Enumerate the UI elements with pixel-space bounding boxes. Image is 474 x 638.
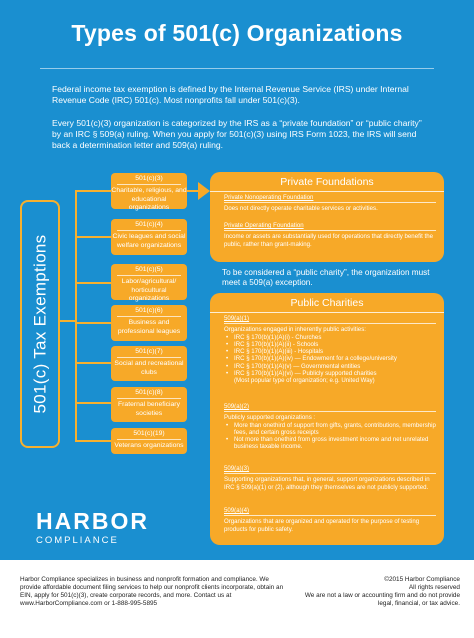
nonoperating-section	[224, 194, 436, 213]
public-charities-title: Public Charities	[290, 297, 364, 309]
section-divider	[224, 202, 436, 203]
nonoperating-text: Does not directly operate charitable services or activities.	[224, 205, 378, 213]
509a1-text: Organizations engaged in inherently public activities:	[224, 326, 366, 334]
section-509a2	[224, 403, 436, 451]
org-label: Social and recreational clubs	[114, 360, 184, 376]
org-box-501c6	[111, 305, 187, 341]
509a2-text: Publicly supported organizations :	[224, 414, 316, 422]
org-code: 501(c)(6)	[117, 307, 181, 317]
509a2-heading: 509(a)(2)	[224, 403, 250, 410]
org-box-501c7	[111, 346, 187, 381]
list-item: • More than onethird of support from gifts, grants, contributions, membership fees, and certain gross receipts	[224, 422, 436, 437]
org-code: 501(c)(4)	[117, 221, 181, 231]
nonoperating-heading: Private Nonoperating Foundation	[224, 194, 314, 201]
operating-heading: Private Operating Foundation	[224, 222, 304, 229]
connector-branch	[75, 402, 111, 404]
org-code: 501(c)(5)	[117, 266, 181, 276]
section-509a4	[224, 507, 436, 533]
connector-branch	[75, 322, 111, 324]
connector-main	[60, 320, 76, 322]
org-box-501c19	[111, 428, 187, 454]
list-item: • IRC § 170(b)(1)(A)(iii) - Hospitals	[224, 348, 436, 355]
operating-section	[224, 222, 436, 248]
logo-subtitle: COMPLIANCE	[36, 535, 119, 546]
org-label: Labor/agricultural/ horticultural organizations	[121, 278, 177, 303]
connector-branch	[75, 190, 111, 192]
org-code: 501(c)(3)	[117, 175, 181, 185]
connector-branch	[75, 282, 111, 284]
panel-divider	[210, 312, 444, 313]
tax-exemptions-label-text: 501(c) Tax Exemptions	[30, 234, 49, 414]
list-item: • IRC § 170(b)(1)(A)(iv) — Endowment for a college/university	[224, 355, 436, 362]
list-item: • IRC § 170(b)(1)(A)(i) - Churches	[224, 334, 436, 341]
intro-paragraph-1: Federal income tax exemption is defined by the Internal Revenue Service (IRS) under Internal Revenue Code (IRC) 501(c). Most nonprofits fall under 501(c)(3).	[52, 84, 409, 106]
509a3-text: Supporting organizations that, in general, support organizations described in IRC § 509(a)(1) or (2), although they themselves are not publicly supported.	[224, 476, 430, 491]
list-item: • IRC § 170(b)(1)(A)(v) — Governmental entities	[224, 363, 436, 370]
list-item: • IRC § 170(b)(1)(A)(ii) - Schools	[224, 341, 436, 348]
footer-legal	[290, 576, 460, 608]
org-code: 501(c)(19)	[117, 430, 181, 440]
copyright-text: ©2015 Harbor Compliance	[384, 576, 460, 583]
org-label: Civic leagues and social welfare organizations	[112, 233, 186, 249]
section-divider	[224, 515, 436, 516]
org-box-501c3	[111, 173, 187, 212]
harbor-compliance-logo	[36, 508, 186, 546]
org-code: 501(c)(7)	[117, 348, 181, 358]
connector-branch	[75, 236, 111, 238]
footer-description: Harbor Compliance specializes in business and nonprofit formation and compliance. We provide affordable document filing services to help our nonprofit clients incorporate, obtain an EIN, apply for 501(c)(3), create corporate records, and more. Contact us at www.HarborCompliance.com or 1-888-995-5895	[20, 576, 284, 607]
section-divider	[224, 473, 436, 474]
private-foundations-title: Private Foundations	[280, 176, 374, 188]
509a4-heading: 509(a)(4)	[224, 507, 250, 514]
arrow-right-icon	[198, 182, 210, 200]
section-divider	[224, 411, 436, 412]
509a3-heading: 509(a)(3)	[224, 465, 250, 472]
private-foundations-panel	[210, 172, 444, 262]
list-item: • Not more than onethird from gross investment income and net unrelated business taxable income.	[224, 436, 436, 451]
public-charities-panel	[210, 293, 444, 545]
connector-branch	[75, 362, 111, 364]
org-code: 501(c)(8)	[117, 389, 181, 399]
org-label: Fraternal beneficiary societies	[118, 401, 180, 417]
logo-wordmark: HARBOR	[36, 508, 149, 534]
section-divider	[224, 323, 436, 324]
org-label: Business and professional leagues	[117, 319, 181, 335]
509a1-note: (Most popular type of organization; e.g. United Way)	[234, 377, 375, 385]
509a1-list	[224, 334, 436, 378]
509a2-list	[224, 422, 436, 451]
org-box-501c8	[111, 387, 187, 422]
panel-divider	[210, 191, 444, 192]
509a4-text: Organizations that are organized and operated for the purpose of testing products for public safety.	[224, 518, 420, 533]
connector-branch	[75, 440, 111, 442]
509a1-heading: 509(a)(1)	[224, 315, 250, 322]
section-509a1	[224, 315, 436, 385]
section-divider	[224, 230, 436, 231]
page-title: Types of 501(c) Organizations	[71, 20, 403, 46]
rights-text: All rights reserved	[408, 584, 460, 591]
org-box-501c4	[111, 219, 187, 255]
disclaimer-text: We are not a law or accounting firm and do not provide legal, financial, or tax advice.	[304, 592, 460, 607]
section-509a3	[224, 465, 436, 491]
org-label: Veterans organizations	[114, 442, 184, 450]
org-label: Charitable, religious, and educational organizations	[111, 187, 187, 212]
list-item: • IRC § 170(b)(1)(A)(vi) — Publicly supported charities	[224, 370, 436, 377]
public-charity-note: To be considered a “public charity”, the organization must meet a 509(a) exception.	[222, 268, 430, 288]
title-divider	[40, 68, 434, 69]
intro-paragraph-2: Every 501(c)(3) organization is categorized by the IRS as a “private foundation” or “public charity” by an IRC § 509(a) ruling. When you apply for 501(c)(3) using IRS Form 1023, the IRS will send back a determination letter and 509(a) ruling.	[52, 118, 422, 151]
tax-exemptions-label	[20, 200, 60, 448]
org-box-501c5	[111, 264, 187, 303]
operating-text: Income or assets are substantially used for operations that directly benefit the public, rather than grant-making.	[224, 233, 433, 248]
